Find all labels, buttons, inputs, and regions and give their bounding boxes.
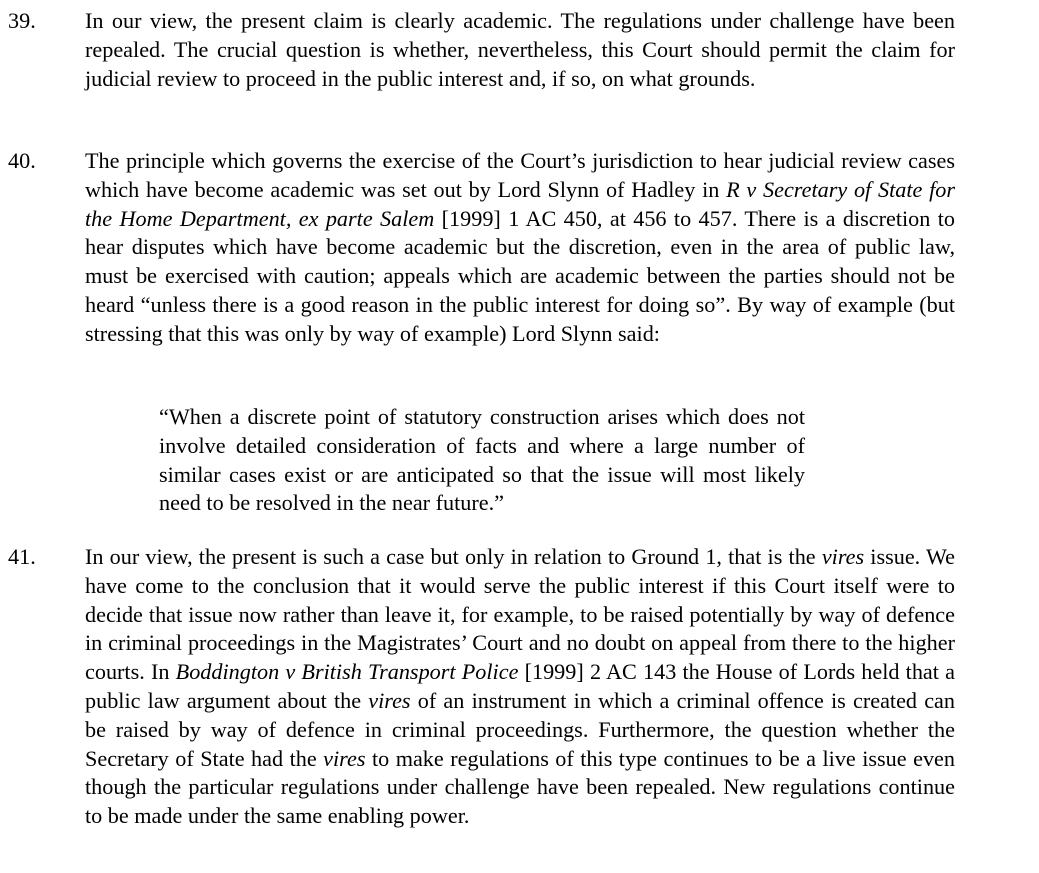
latin-term: vires — [368, 687, 411, 713]
text-run: of an instrument in which a criminal offence is created can be raised by way of defence in criminal proceedings. Furthermore, the question whether the Secretary of State had the — [85, 687, 955, 771]
paragraph-text — [85, 7, 955, 93]
quoted-passage: “When a discrete point of statutory construction arises which does not involve detailed consideration of facts and where a large number of similar cases exist or are anticipated so that the issue will most likely need to be resolved in the near future.” — [159, 404, 805, 516]
text-run: The principle which governs the exercise of the Court’s jurisdiction to hear judicial review cases which have become academic was set out by Lord Slynn of Hadley in — [85, 148, 955, 202]
latin-term: vires — [821, 544, 865, 569]
latin-term: vires — [323, 745, 366, 771]
paragraph-text — [85, 147, 955, 349]
text-run: issue. We have come to the conclusion that it would serve the public interest if this Court itself were to decide that issue now rather than leave it, for example, to be raised potentially by way of defence in criminal proceedings in the Magistrates’ Court and no doubt on appeal from there to the higher courts. In — [85, 544, 955, 685]
text-run: to make regulations of this type continues to be a live issue even though the particular regulations under challenge have been repealed. New regulations continue to be made under the same enabling power. — [85, 745, 955, 829]
paragraph-number: 40. — [8, 148, 36, 173]
case-citation: Boddington v British Transport Police — [175, 659, 519, 685]
text-run: [1999] 2 AC 143 the House of Lords held that a public law argument about the — [85, 659, 955, 713]
text-run: In our view, the present is such a case but only in relation to Ground 1, that is the — [85, 544, 822, 569]
text-run: [1999] 1 AC 450, at 456 to 457. There is a discretion to hear disputes which have become academic but the discretion, even in the area of public law, must be exercised with caution; appeals which are academic between the parties should not be heard “unless there is a good reason in the public interest for doing so”. By way of example (but stressing that this was only by way of example) Lord Slynn said: — [85, 205, 955, 346]
paragraph-number: 41. — [8, 544, 36, 569]
case-citation: R v Secretary of State for the Home Department, ex parte Salem — [85, 176, 955, 231]
text-run: In our view, the present claim is clearly academic. The regulations under challenge have been repealed. The crucial question is whether, nevertheless, this Court should permit the claim for judicial review to proceed in the public interest and, if so, on what grounds. — [85, 8, 955, 91]
paragraph-text — [85, 543, 955, 831]
paragraph-number: 39. — [8, 8, 36, 33]
